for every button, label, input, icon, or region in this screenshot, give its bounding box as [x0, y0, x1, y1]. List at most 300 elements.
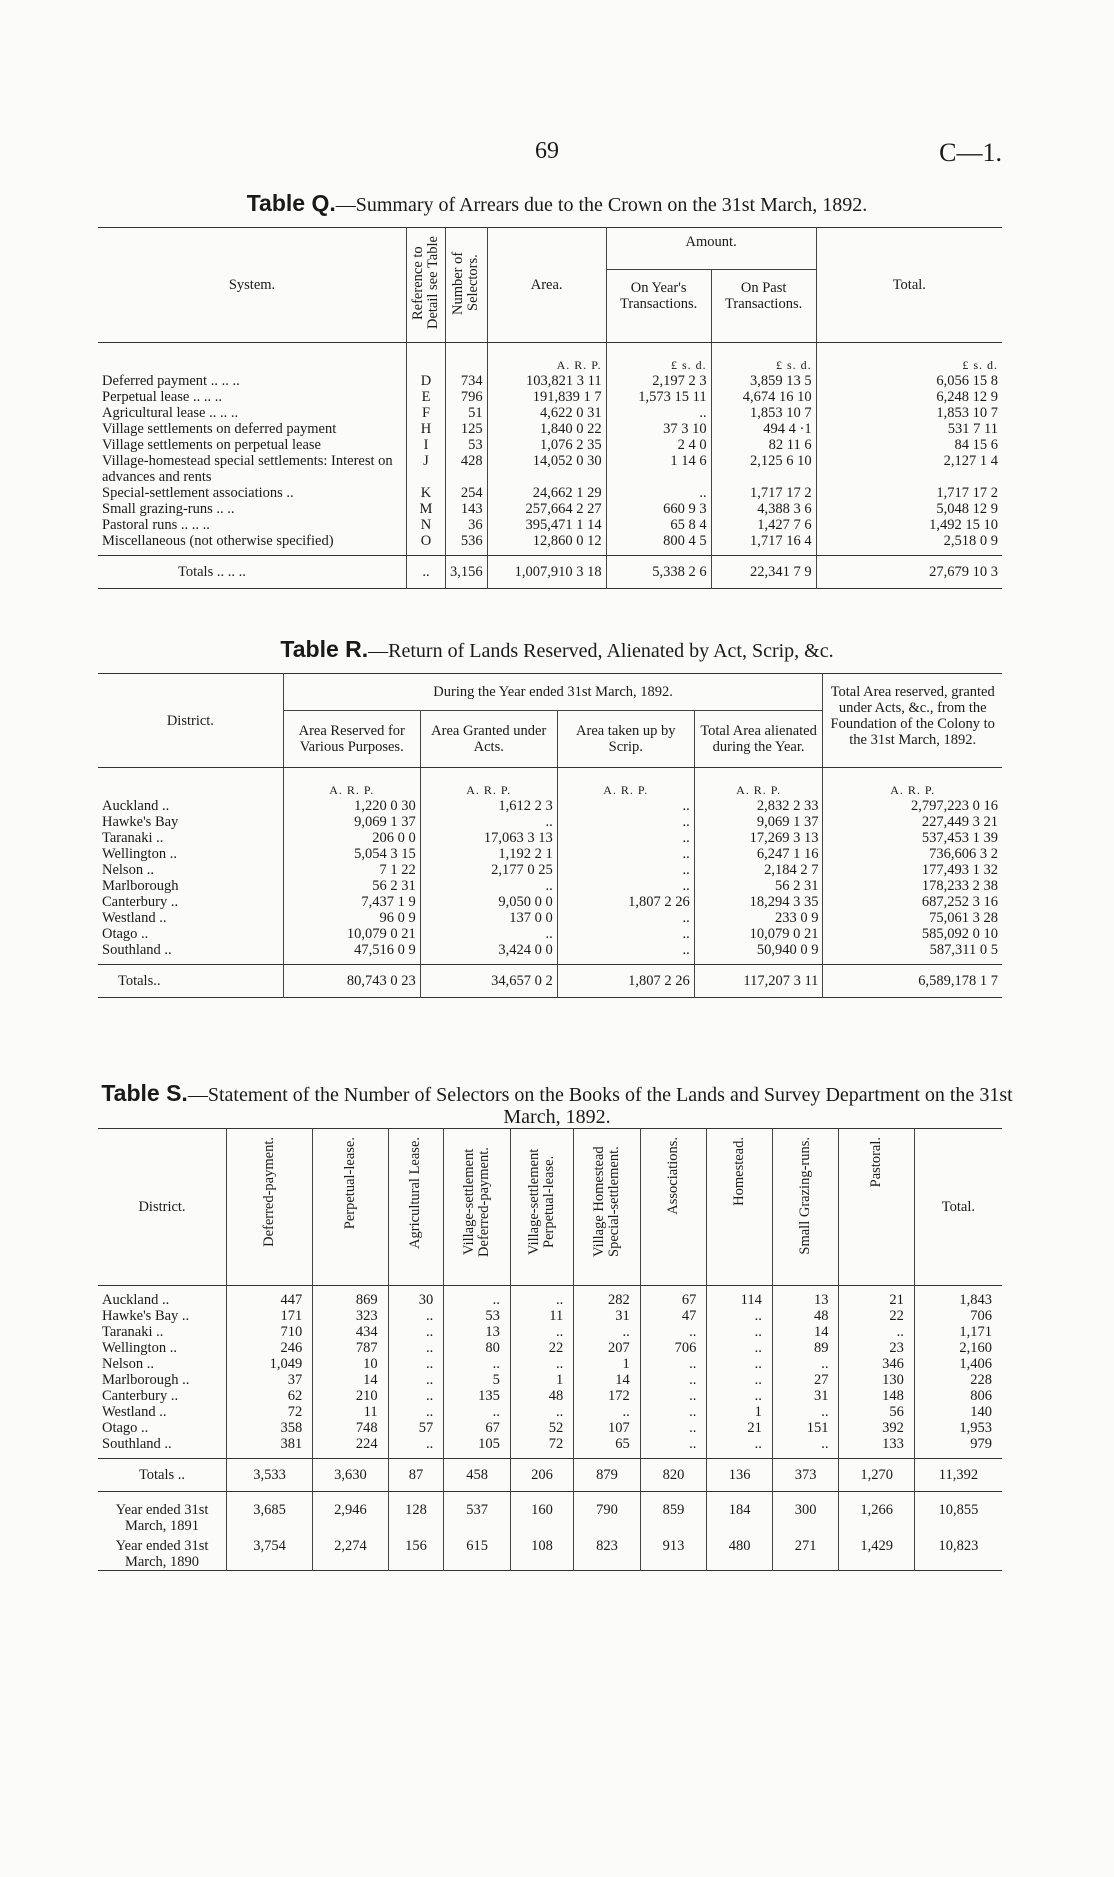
ts-cell: 787 [313, 1340, 388, 1356]
tq-cell-total: 1,492 15 10 [816, 517, 1002, 533]
ts-prev2-cell: 3,754 [227, 1534, 313, 1571]
tr-cell-alienated: 56 2 31 [694, 878, 823, 894]
ts-total-cell: 373 [772, 1459, 839, 1492]
ts-cell: .. [707, 1340, 773, 1356]
ts-cell: .. [640, 1324, 707, 1340]
tq-cell-area: 191,839 1 7 [487, 389, 606, 405]
tr-row [98, 846, 1002, 862]
ts-prev2-cell: 2,274 [313, 1534, 388, 1571]
tr-units-total: A. R. P. [823, 768, 1002, 799]
tr-cell-scrip: .. [557, 910, 694, 926]
ts-total-cell: 3,630 [313, 1459, 388, 1492]
tr-cell-granted: .. [420, 878, 557, 894]
tr-row [98, 894, 1002, 910]
tq-cell-total: 84 15 6 [816, 437, 1002, 453]
ts-prev2-cell: 615 [444, 1534, 511, 1571]
tq-cell-total: 6,248 12 9 [816, 389, 1002, 405]
ts-row [98, 1436, 1002, 1452]
ts-cell: 346 [839, 1356, 914, 1372]
tq-head-years: On Year's Transactions. [606, 269, 711, 342]
tq-row [98, 437, 1002, 453]
ts-totals-row [98, 1459, 1002, 1492]
ts-cell: 31 [772, 1388, 839, 1404]
tq-cell-years: 1,573 15 11 [606, 389, 711, 405]
ts-row [98, 1372, 1002, 1388]
tr-cell-reserved: 7,437 1 9 [283, 894, 420, 910]
ts-cell: .. [707, 1436, 773, 1452]
tr-cell-alienated: 50,940 0 9 [694, 942, 823, 958]
ts-cell: .. [388, 1404, 444, 1420]
tq-cell-past: 494 4 ·1 [711, 421, 816, 437]
tq-cell-past: 4,674 16 10 [711, 389, 816, 405]
tr-cell-total: 177,493 1 32 [823, 862, 1002, 878]
tq-cell-total: 6,056 15 8 [816, 373, 1002, 389]
ts-cell: .. [510, 1404, 573, 1420]
tr-cell-alienated: 18,294 3 35 [694, 894, 823, 910]
ts-prev2-cell: 108 [510, 1534, 573, 1571]
tr-cell-district: Canterbury .. [102, 894, 179, 910]
tq-row [98, 405, 1002, 421]
ts-cell: 114 [707, 1292, 773, 1308]
ts-cell: .. [444, 1292, 511, 1308]
tq-row [98, 421, 1002, 437]
ts-cell-district: Marlborough .. [102, 1372, 190, 1388]
ts-total-cell: 458 [444, 1459, 511, 1492]
ts-head-col: Perpetual-lease. [313, 1129, 388, 1286]
tq-cell-ref: H [407, 421, 446, 437]
tr-cell-district: Otago .. [102, 926, 149, 942]
tr-cell-reserved: 7 1 22 [283, 862, 420, 878]
tr-cell-alienated: 6,247 1 16 [694, 846, 823, 862]
tq-cell-ref: I [407, 437, 446, 453]
tr-row [98, 862, 1002, 878]
ts-cell: .. [388, 1356, 444, 1372]
tq-cell-system: Village settlements on deferred payment [102, 421, 337, 437]
ts-cell: 21 [839, 1292, 914, 1308]
ts-cell: 171 [227, 1308, 313, 1324]
tq-cell-total: 2,127 1 4 [816, 453, 1002, 485]
ts-cell: .. [707, 1372, 773, 1388]
tr-head-total: Total Area reserved, granted under Acts, &c., from the Foundation of the Colony to the 31st March, 1892. [823, 674, 1002, 768]
tq-cell-sel: 53 [446, 437, 488, 453]
ts-cell: 37 [227, 1372, 313, 1388]
ts-row [98, 1420, 1002, 1436]
ts-cell: 80 [444, 1340, 511, 1356]
ts-head-col: Pastoral. [839, 1129, 914, 1286]
ts-cell: .. [640, 1436, 707, 1452]
ts-head-col: Village Homestead Special-settlement. [574, 1129, 641, 1286]
tq-cell-years: 660 9 3 [606, 501, 711, 517]
table-s-title: —Statement of the Number of Selectors on the Books of the Lands and Survey Department on the 31st March, 1892. [187, 1084, 1013, 1128]
tr-cell-reserved: 47,516 0 9 [283, 942, 420, 958]
table-q-heading [0, 190, 1114, 216]
tr-cell-total: 687,252 3 16 [823, 894, 1002, 910]
ts-cell: 246 [227, 1340, 313, 1356]
ts-cell: 434 [313, 1324, 388, 1340]
tq-cell-total: 5,048 12 9 [816, 501, 1002, 517]
ts-cell: 1 [707, 1404, 773, 1420]
tq-cell-ref: O [407, 533, 446, 549]
ts-cell: 11 [510, 1308, 573, 1324]
ts-cell: 806 [914, 1388, 1002, 1404]
ts-row [98, 1404, 1002, 1420]
ts-row [98, 1308, 1002, 1324]
tr-cell-scrip: .. [557, 814, 694, 830]
tq-cell-system: Miscellaneous (not otherwise specified) [102, 533, 334, 549]
ts-prev2-row [98, 1534, 1002, 1571]
ts-cell: .. [707, 1308, 773, 1324]
ts-cell: 52 [510, 1420, 573, 1436]
ts-head-col: Agricultural Lease. [388, 1129, 444, 1286]
ts-prev1-cell: 10,855 [914, 1492, 1002, 1535]
ts-prev2-label: Year ended 31st March, 1890 [115, 1538, 209, 1570]
tq-cell-ref: J [407, 453, 446, 485]
tr-cell-total: 2,797,223 0 16 [823, 798, 1002, 814]
table-r-title: —Return of Lands Reserved, Alienated by Act, Scrip, &c. [368, 640, 834, 662]
ts-prev2-cell: 271 [772, 1534, 839, 1571]
tr-cell-total: 75,061 3 28 [823, 910, 1002, 926]
tr-cell-granted: .. [420, 814, 557, 830]
tq-cell-sel: 125 [446, 421, 488, 437]
tq-cell-past: 82 11 6 [711, 437, 816, 453]
tr-cell-reserved: 9,069 1 37 [283, 814, 420, 830]
ts-head-col: Associations. [640, 1129, 707, 1286]
tr-cell-granted: 1,192 2 1 [420, 846, 557, 862]
tq-cell-area: 257,664 2 27 [487, 501, 606, 517]
tr-cell-scrip: .. [557, 926, 694, 942]
ts-cell: 979 [914, 1436, 1002, 1452]
tq-cell-system: Agricultural lease .. .. .. [102, 405, 239, 421]
tr-cell-granted: 1,612 2 3 [420, 798, 557, 814]
tq-head-system: System. [98, 228, 407, 343]
tq-cell-sel: 536 [446, 533, 488, 549]
tq-cell-ref: M [407, 501, 446, 517]
ts-cell: 130 [839, 1372, 914, 1388]
ts-cell: 224 [313, 1436, 388, 1452]
tr-cell-scrip: .. [557, 862, 694, 878]
ts-cell: 72 [227, 1404, 313, 1420]
ts-cell: .. [640, 1372, 707, 1388]
tq-cell-years: .. [606, 405, 711, 421]
ts-cell: 22 [510, 1340, 573, 1356]
tq-cell-system: Village-homestead special settlements: Interest on advances and rents [102, 453, 393, 485]
tr-cell-scrip: .. [557, 830, 694, 846]
ts-head-total: Total. [914, 1129, 1002, 1286]
ts-cell: .. [444, 1404, 511, 1420]
tq-cell-years: 37 3 10 [606, 421, 711, 437]
table-q-label: Table Q. [246, 190, 336, 216]
tq-cell-total: 531 7 11 [816, 421, 1002, 437]
ts-cell: 706 [640, 1340, 707, 1356]
tq-cell-past: 1,427 7 6 [711, 517, 816, 533]
tq-cell-ref: K [407, 485, 446, 501]
ts-prev1-cell: 1,266 [839, 1492, 914, 1535]
ts-cell: 323 [313, 1308, 388, 1324]
ts-prev1-label: Year ended 31st March, 1891 [115, 1502, 209, 1534]
tr-cell-reserved: 1,220 0 30 [283, 798, 420, 814]
paper-code: C—1. [939, 138, 1002, 167]
tr-totals-row: Totals.. 80,743 0 23 34,657 0 2 1,807 2 26 117,207 3 11 6,589,178 1 7 [98, 965, 1002, 998]
tr-row [98, 926, 1002, 942]
ts-cell-district: Otago .. [102, 1420, 149, 1436]
tq-cell-area: 24,662 1 29 [487, 485, 606, 501]
tq-cell-sel: 796 [446, 389, 488, 405]
table-r [98, 673, 1002, 998]
tr-cell-alienated: 2,184 2 7 [694, 862, 823, 878]
tr-cell-granted: 137 0 0 [420, 910, 557, 926]
tq-cell-sel: 734 [446, 373, 488, 389]
tq-cell-system: Special-settlement associations .. [102, 485, 294, 501]
ts-cell: 1 [510, 1372, 573, 1388]
ts-cell: 151 [772, 1420, 839, 1436]
tr-cell-district: Taranaki .. [102, 830, 164, 846]
ts-cell: .. [640, 1420, 707, 1436]
tq-cell-area: 103,821 3 11 [487, 373, 606, 389]
tq-cell-years: 1 14 6 [606, 453, 711, 485]
ts-cell: 207 [574, 1340, 641, 1356]
tq-units-past: £ s. d. [711, 343, 816, 374]
tr-cell-total: 587,311 0 5 [823, 942, 1002, 958]
tq-cell-area: 395,471 1 14 [487, 517, 606, 533]
ts-prev1-cell: 128 [388, 1492, 444, 1535]
ts-cell: 48 [772, 1308, 839, 1324]
tr-cell-reserved: 96 0 9 [283, 910, 420, 926]
table-s-label: Table S. [101, 1080, 188, 1106]
tr-cell-district: Hawke's Bay [102, 814, 179, 830]
tq-head-reference: Reference to Detail see Table [407, 228, 446, 343]
tr-head-reserved: Area Reserved for Various Purposes. [283, 711, 420, 768]
tq-head-amount: Amount. [606, 228, 816, 270]
tq-cell-past: 4,388 3 6 [711, 501, 816, 517]
ts-cell: 748 [313, 1420, 388, 1436]
tq-cell-ref: F [407, 405, 446, 421]
ts-prev2-cell: 10,823 [914, 1534, 1002, 1571]
ts-head-col: Deferred-payment. [227, 1129, 313, 1286]
page-number: 69 [535, 138, 559, 164]
ts-prev1-cell: 537 [444, 1492, 511, 1535]
ts-cell: .. [640, 1404, 707, 1420]
ts-row [98, 1340, 1002, 1356]
tq-cell-past: 3,859 13 5 [711, 373, 816, 389]
tr-cell-alienated: 10,079 0 21 [694, 926, 823, 942]
tr-units-alienated: A. R. P. [694, 768, 823, 799]
ts-cell: 282 [574, 1292, 641, 1308]
ts-cell: .. [444, 1356, 511, 1372]
tq-cell-system: Village settlements on perpetual lease [102, 437, 321, 453]
tr-units-scrip: A. R. P. [557, 768, 694, 799]
ts-cell: 381 [227, 1436, 313, 1452]
tq-cell-ref: E [407, 389, 446, 405]
tq-cell-area: 12,860 0 12 [487, 533, 606, 549]
tr-cell-district: Marlborough [102, 878, 179, 894]
tq-row [98, 485, 1002, 501]
ts-cell-district: Westland .. [102, 1404, 167, 1420]
tr-head-scrip: Area taken up by Scrip. [557, 711, 694, 768]
tq-cell-ref: D [407, 373, 446, 389]
ts-cell: 27 [772, 1372, 839, 1388]
tq-units-area: A. R. P. [487, 343, 606, 374]
ts-prev1-row [98, 1492, 1002, 1535]
tr-cell-district: Nelson .. [102, 862, 154, 878]
tq-row [98, 501, 1002, 517]
ts-cell: .. [772, 1356, 839, 1372]
ts-total-cell: 11,392 [914, 1459, 1002, 1492]
tr-row [98, 942, 1002, 958]
ts-cell: 2,160 [914, 1340, 1002, 1356]
ts-total-cell: 820 [640, 1459, 707, 1492]
ts-row [98, 1324, 1002, 1340]
tr-cell-granted: 9,050 0 0 [420, 894, 557, 910]
ts-prev2-cell: 480 [707, 1534, 773, 1571]
ts-row [98, 1388, 1002, 1404]
tr-row [98, 814, 1002, 830]
ts-total-cell: 87 [388, 1459, 444, 1492]
tq-row [98, 389, 1002, 405]
ts-prev1-cell: 184 [707, 1492, 773, 1535]
tr-cell-alienated: 233 0 9 [694, 910, 823, 926]
ts-total-cell: 3,533 [227, 1459, 313, 1492]
ts-cell: 89 [772, 1340, 839, 1356]
ts-cell: 10 [313, 1356, 388, 1372]
ts-cell: 56 [839, 1404, 914, 1420]
ts-cell: 62 [227, 1388, 313, 1404]
tq-head-area: Area. [487, 228, 606, 343]
ts-cell: 14 [313, 1372, 388, 1388]
ts-cell-district: Wellington .. [102, 1340, 177, 1356]
tr-cell-scrip: .. [557, 942, 694, 958]
ts-cell: 14 [772, 1324, 839, 1340]
ts-cell: 48 [510, 1388, 573, 1404]
ts-cell: .. [510, 1292, 573, 1308]
ts-cell: 210 [313, 1388, 388, 1404]
ts-cell: 148 [839, 1388, 914, 1404]
ts-prev1-cell: 3,685 [227, 1492, 313, 1535]
tr-cell-granted: 3,424 0 0 [420, 942, 557, 958]
tr-cell-scrip: .. [557, 846, 694, 862]
ts-head-col: Village-settlement Deferred-payment. [444, 1129, 511, 1286]
ts-cell-district: Nelson .. [102, 1356, 154, 1372]
ts-cell: .. [574, 1404, 641, 1420]
tq-cell-sel: 428 [446, 453, 488, 485]
ts-cell: 1 [574, 1356, 641, 1372]
ts-cell: .. [388, 1388, 444, 1404]
ts-cell: 21 [707, 1420, 773, 1436]
ts-cell-district: Hawke's Bay .. [102, 1308, 190, 1324]
table-q [98, 227, 1002, 589]
ts-prev2-cell: 156 [388, 1534, 444, 1571]
ts-cell: 57 [388, 1420, 444, 1436]
tq-cell-area: 14,052 0 30 [487, 453, 606, 485]
tq-cell-past: 2,125 6 10 [711, 453, 816, 485]
tq-cell-total: 2,518 0 9 [816, 533, 1002, 549]
tr-cell-alienated: 9,069 1 37 [694, 814, 823, 830]
tq-cell-years: 65 8 4 [606, 517, 711, 533]
tr-cell-scrip: .. [557, 878, 694, 894]
tq-cell-area: 1,076 2 35 [487, 437, 606, 453]
ts-cell: 13 [444, 1324, 511, 1340]
ts-cell: .. [772, 1436, 839, 1452]
ts-head-col: Small Grazing-runs. [772, 1129, 839, 1286]
tr-row [98, 910, 1002, 926]
tq-cell-sel: 254 [446, 485, 488, 501]
tq-head-total: Total. [816, 228, 1002, 343]
tr-cell-reserved: 56 2 31 [283, 878, 420, 894]
ts-cell: 47 [640, 1308, 707, 1324]
tr-cell-scrip: 1,807 2 26 [557, 894, 694, 910]
ts-cell: .. [388, 1340, 444, 1356]
tr-head-granted: Area Granted under Acts. [420, 711, 557, 768]
ts-cell-district: Taranaki .. [102, 1324, 164, 1340]
tr-head-during: During the Year ended 31st March, 1892. [283, 674, 823, 711]
ts-cell: 135 [444, 1388, 511, 1404]
ts-cell: .. [388, 1324, 444, 1340]
ts-total-label: Totals .. [138, 1467, 186, 1483]
tq-units-total: £ s. d. [816, 343, 1002, 374]
ts-cell: 1,843 [914, 1292, 1002, 1308]
ts-prev1-cell: 300 [772, 1492, 839, 1535]
tq-cell-sel: 143 [446, 501, 488, 517]
tr-cell-granted: 2,177 0 25 [420, 862, 557, 878]
ts-cell: 67 [640, 1292, 707, 1308]
tr-cell-total: 537,453 1 39 [823, 830, 1002, 846]
ts-cell: 5 [444, 1372, 511, 1388]
page-header [0, 138, 1114, 168]
ts-prev1-cell: 2,946 [313, 1492, 388, 1535]
tr-cell-total: 585,092 0 10 [823, 926, 1002, 942]
ts-prev2-cell: 823 [574, 1534, 641, 1571]
table-s-heading [0, 1082, 1114, 1128]
tr-row [98, 830, 1002, 846]
ts-total-cell: 1,270 [839, 1459, 914, 1492]
tq-cell-past: 1,853 10 7 [711, 405, 816, 421]
tr-cell-granted: .. [420, 926, 557, 942]
ts-cell: 1,171 [914, 1324, 1002, 1340]
ts-cell: .. [574, 1324, 641, 1340]
ts-total-cell: 206 [510, 1459, 573, 1492]
ts-prev1-cell: 859 [640, 1492, 707, 1535]
ts-cell: 133 [839, 1436, 914, 1452]
tq-row [98, 453, 1002, 485]
ts-cell-district: Southland .. [102, 1436, 172, 1452]
ts-cell: 11 [313, 1404, 388, 1420]
table-q-title: —Summary of Arrears due to the Crown on the 31st March, 1892. [335, 194, 868, 216]
ts-total-cell: 136 [707, 1459, 773, 1492]
tq-cell-system: Perpetual lease .. .. .. [102, 389, 222, 405]
ts-cell: .. [707, 1356, 773, 1372]
tq-cell-area: 1,840 0 22 [487, 421, 606, 437]
ts-prev1-cell: 160 [510, 1492, 573, 1535]
ts-cell: 358 [227, 1420, 313, 1436]
tq-cell-ref: N [407, 517, 446, 533]
tr-cell-total: 736,606 3 2 [823, 846, 1002, 862]
ts-cell: 447 [227, 1292, 313, 1308]
tq-cell-years: 2 4 0 [606, 437, 711, 453]
ts-cell: .. [839, 1324, 914, 1340]
ts-cell: .. [510, 1356, 573, 1372]
tr-cell-district: Auckland .. [102, 798, 170, 814]
tr-cell-total: 227,449 3 21 [823, 814, 1002, 830]
tq-cell-years: 2,197 2 3 [606, 373, 711, 389]
ts-cell: 13 [772, 1292, 839, 1308]
tr-cell-reserved: 5,054 3 15 [283, 846, 420, 862]
ts-cell: 172 [574, 1388, 641, 1404]
ts-cell: .. [510, 1324, 573, 1340]
tr-cell-scrip: .. [557, 798, 694, 814]
ts-cell: .. [388, 1372, 444, 1388]
ts-cell: 53 [444, 1308, 511, 1324]
ts-total-cell: 879 [574, 1459, 641, 1492]
tq-cell-sel: 36 [446, 517, 488, 533]
